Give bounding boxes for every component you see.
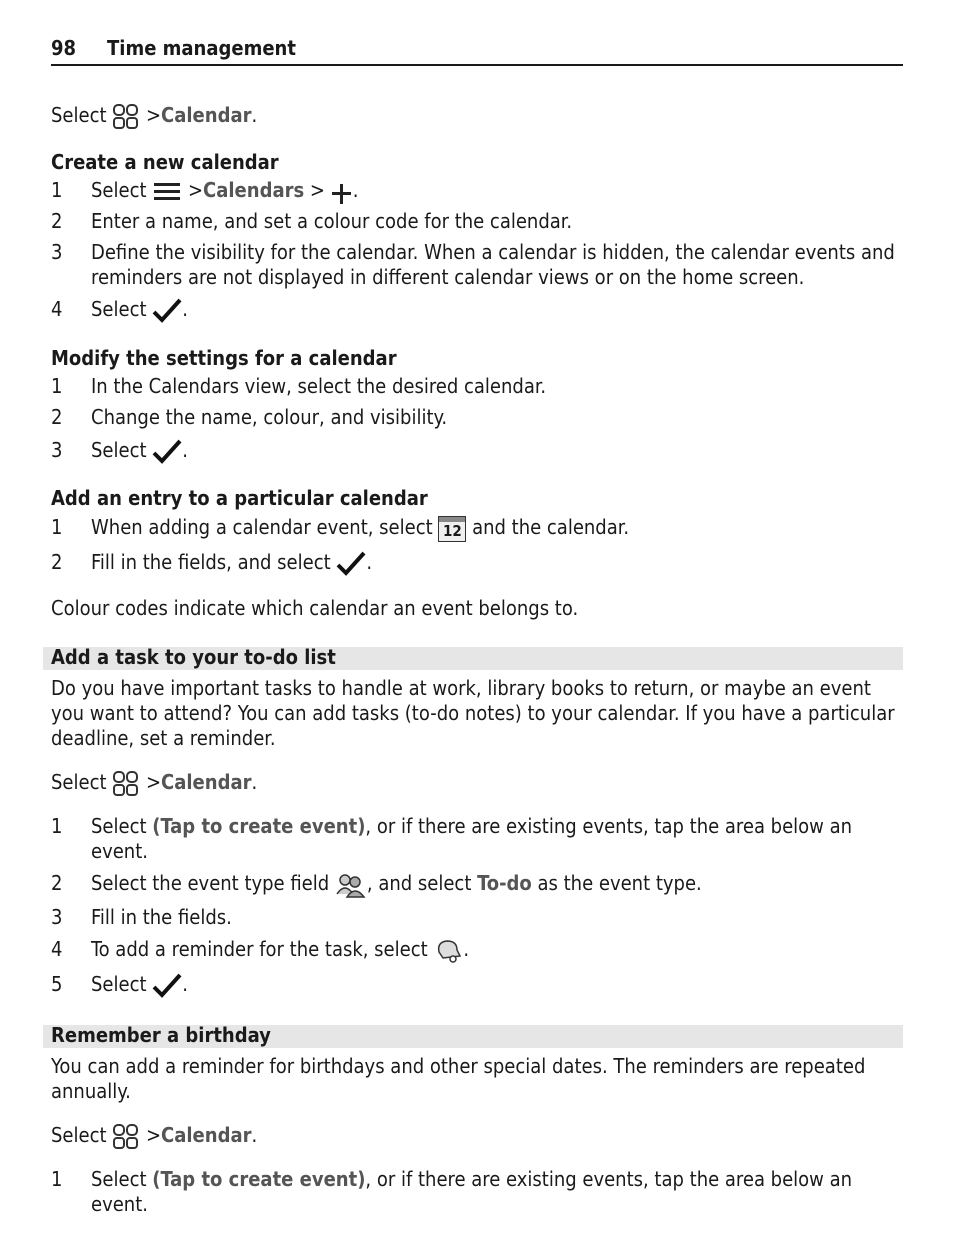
list-item: 1 Select (Tap to create event), or if there are existing events, tap the area below an event. bbox=[51, 1167, 853, 1216]
checkmark-icon bbox=[152, 298, 182, 324]
calendar-menu-label: Calendar bbox=[161, 770, 252, 794]
calendars-label: Calendars bbox=[203, 178, 305, 202]
list-item: 5 Select . bbox=[51, 972, 896, 999]
list-item: 1 Select (Tap to create event), or if there are existing events, tap the area below an event. bbox=[51, 814, 853, 863]
todo-type-label: To-do bbox=[477, 871, 532, 895]
section-title: Time management bbox=[107, 36, 296, 60]
todo-intro: Do you have important tasks to handle at work, library books to return, or maybe an event you want to attend? You can add tasks (to-do notes) to your calendar. If you have a particular deadline, set a reminder. bbox=[51, 676, 895, 750]
todo-section-heading: Add a task to your to-do list bbox=[51, 645, 336, 669]
list-item: 2 Select the event type field , and select To-do as the event type. bbox=[51, 871, 896, 898]
menu-grid-icon bbox=[112, 771, 140, 797]
section-band bbox=[43, 647, 903, 670]
add-plus-icon bbox=[331, 180, 353, 204]
list-item: 1 Select >Calendars > . bbox=[51, 178, 359, 202]
list-item: 2 Fill in the fields, and select . bbox=[51, 550, 896, 577]
page-number: 98 bbox=[51, 36, 77, 60]
tap-create-event-label: (Tap to create event) bbox=[152, 1167, 366, 1191]
list-item: 4 To add a reminder for the task, select . bbox=[51, 937, 896, 964]
list-item: 3 Select . bbox=[51, 438, 896, 465]
create-calendar-heading: Create a new calendar bbox=[51, 150, 279, 174]
calendar-date-icon: 12 bbox=[438, 516, 466, 542]
checkmark-icon bbox=[152, 973, 182, 999]
add-entry-heading: Add an entry to a particular calendar bbox=[51, 486, 428, 510]
checkmark-icon bbox=[336, 551, 366, 577]
section-band bbox=[43, 1025, 903, 1048]
select-calendar-line: Select >Calendar. bbox=[51, 1123, 896, 1150]
select-calendar-line: Select >Calendar. bbox=[51, 103, 896, 130]
select-calendar-line: Select >Calendar. bbox=[51, 770, 896, 797]
calendar-menu-label: Calendar bbox=[161, 103, 252, 127]
page-header bbox=[51, 34, 903, 66]
birthday-intro: You can add a reminder for birthdays and other special dates. The reminders are repeated annually. bbox=[51, 1054, 866, 1103]
list-item: 2 Enter a name, and set a colour code for the calendar. bbox=[51, 209, 573, 233]
modify-calendar-heading: Modify the settings for a calendar bbox=[51, 346, 397, 370]
checkmark-icon bbox=[152, 439, 182, 465]
list-item: 3 Fill in the fields. bbox=[51, 905, 232, 929]
list-item: 3 Define the visibility for the calendar. When a calendar is hidden, the calendar events and reminders are not displayed in different calendar views or on the home screen. bbox=[51, 240, 895, 289]
list-item: 4 Select . bbox=[51, 297, 896, 324]
menu-grid-icon bbox=[112, 1124, 140, 1150]
list-item: 2 Change the name, colour, and visibility. bbox=[51, 405, 448, 429]
tap-create-event-label: (Tap to create event) bbox=[152, 814, 366, 838]
colour-codes-note: Colour codes indicate which calendar an event belongs to. bbox=[51, 596, 579, 620]
reminder-bell-icon bbox=[433, 938, 463, 964]
birthday-section-heading: Remember a birthday bbox=[51, 1023, 271, 1047]
options-menu-icon bbox=[152, 181, 182, 203]
list-item: 1 In the Calendars view, select the desired calendar. bbox=[51, 374, 547, 398]
event-type-people-icon bbox=[335, 872, 367, 898]
list-item: 1 When adding a calendar event, select 12 and the calendar. bbox=[51, 515, 630, 540]
menu-grid-icon bbox=[112, 104, 140, 130]
calendar-menu-label: Calendar bbox=[161, 1123, 252, 1147]
